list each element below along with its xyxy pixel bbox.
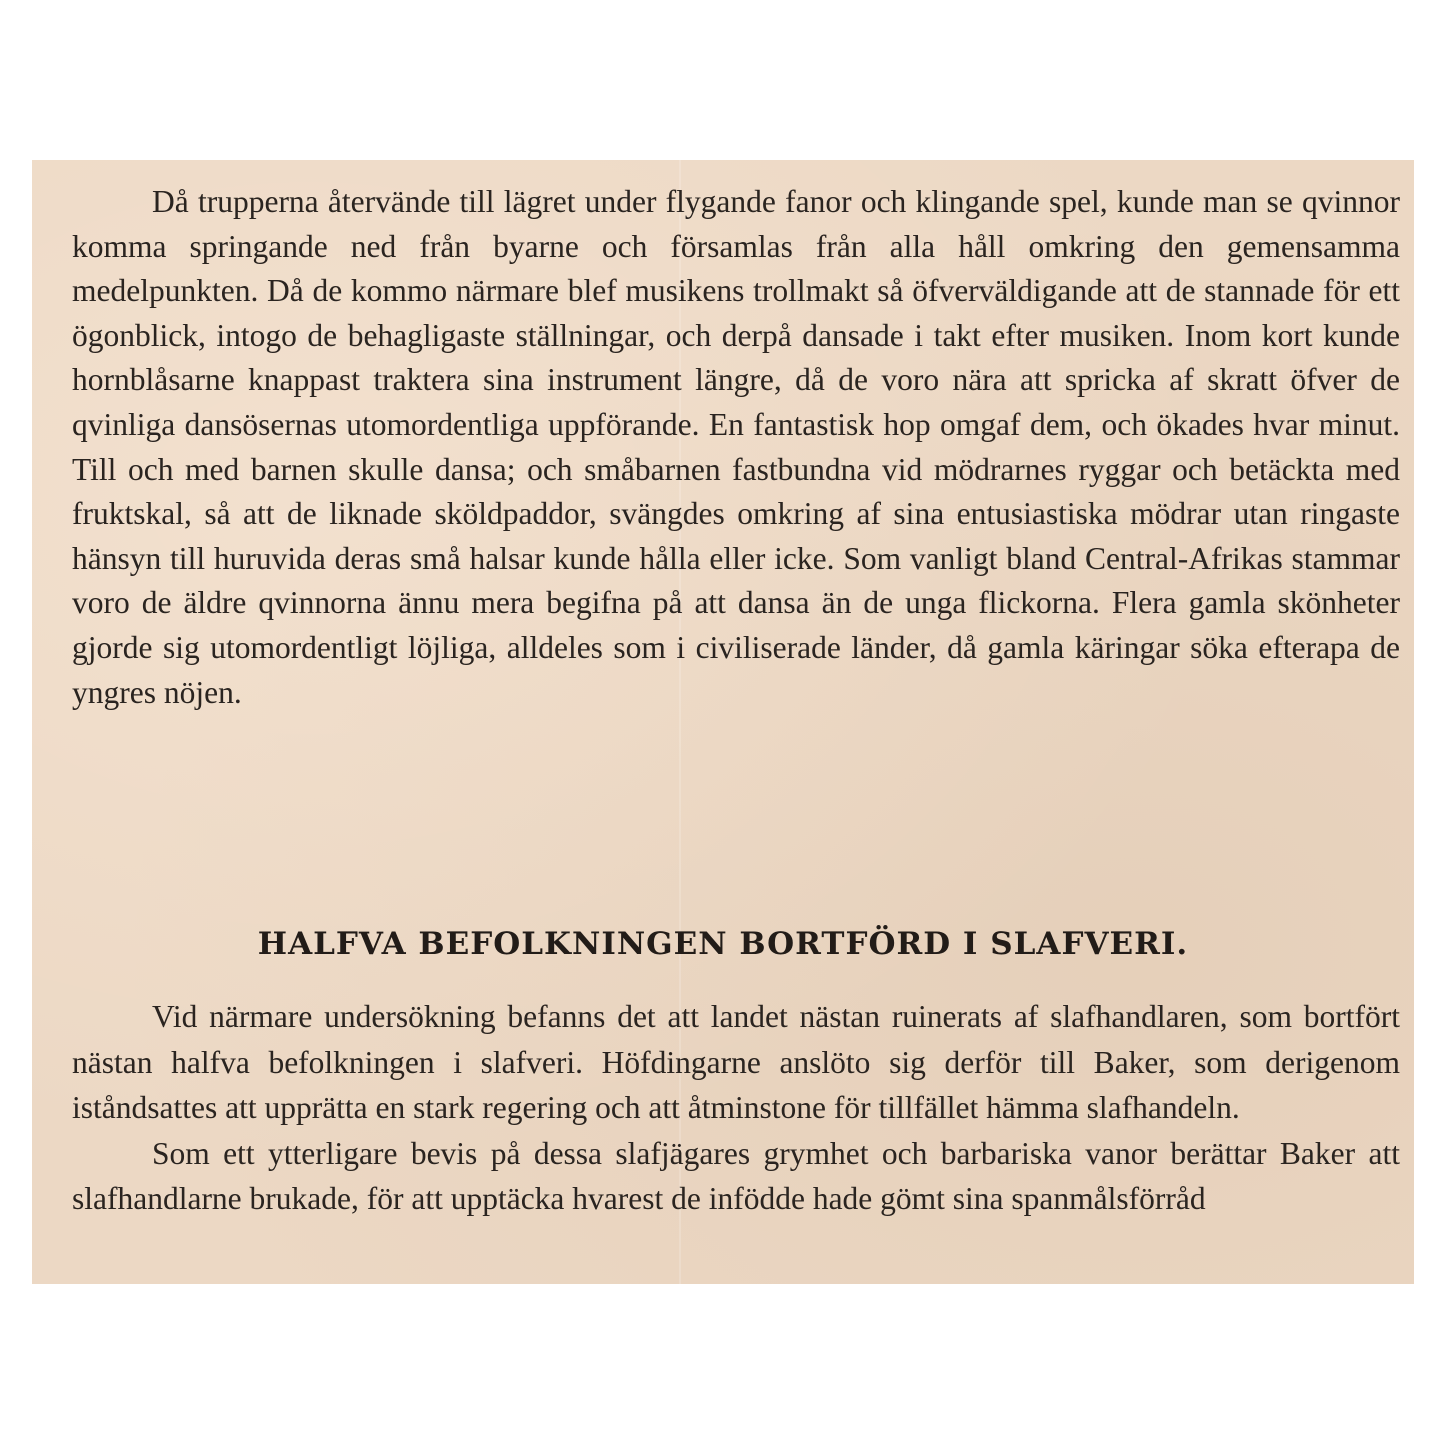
body-text-bottom [72,994,1400,1222]
paragraph-dance: Då trupperna återvände till lägret under flygande fanor och klingande spel, kunde man se qvinnor komma springande ned från byarne och församlas från alla håll omkring den gemensamma medelpunkten. Då de kommo närmare blef musikens trollmakt så öfverväldigande att de stannade för ett ögonblick, intogo de behagligaste ställningar, och derpå dansade i takt efter musiken. Inom kort kunde hornblåsarne knappast traktera sina instrument längre, då de voro nära att spricka af skratt öfver de qvinliga dansösernas utomordentliga uppförande. En fantastisk hop omgaf dem, och ökades hvar minut. Till och med barnen skulle dansa; och småbarnen fastbundna vid mödrarnes ryggar och betäckta med fruktskal, så att de liknade sköldpaddor, svängdes omkring af sina entusiastiska mödrar utan ringaste hänsyn till huruvida deras små halsar kunde hålla eller icke. Som vanligt bland Central-Afrikas stammar voro de äldre qvinnorna ännu mera begifna på att dansa än de unga flickorna. Flera gamla skönheter gjorde sig utomordentligt löjliga, alldeles som i civiliserade länder, då gamla käringar söka efterapa de yngres nöjen. [72,184,1400,710]
scanned-page [32,160,1414,1284]
paragraph-slavery: Vid närmare undersökning befanns det att landet nästan ruinerats af slafhandlaren, som bortfört nästan halfva befolkningen i slafveri. Höfdingarne anslöto sig derför till Baker, som derigenom iståndsattes att upprätta en stark regering och att åtminstone för tillfället hämma slafhandeln. [72,999,1400,1125]
body-text-top [72,180,1400,715]
section-heading: HALFVA BEFOLKNINGEN BORTFÖRD I SLAFVERI. [257,926,1189,962]
paragraph-baker: Som ett ytterligare bevis på dessa slafjägares grymhet och barbariska vanor berättar Baker att slafhandlarne brukade, för att upptäcka hvarest de infödde hade gömt sina spanmålsförråd [72,1135,1400,1216]
